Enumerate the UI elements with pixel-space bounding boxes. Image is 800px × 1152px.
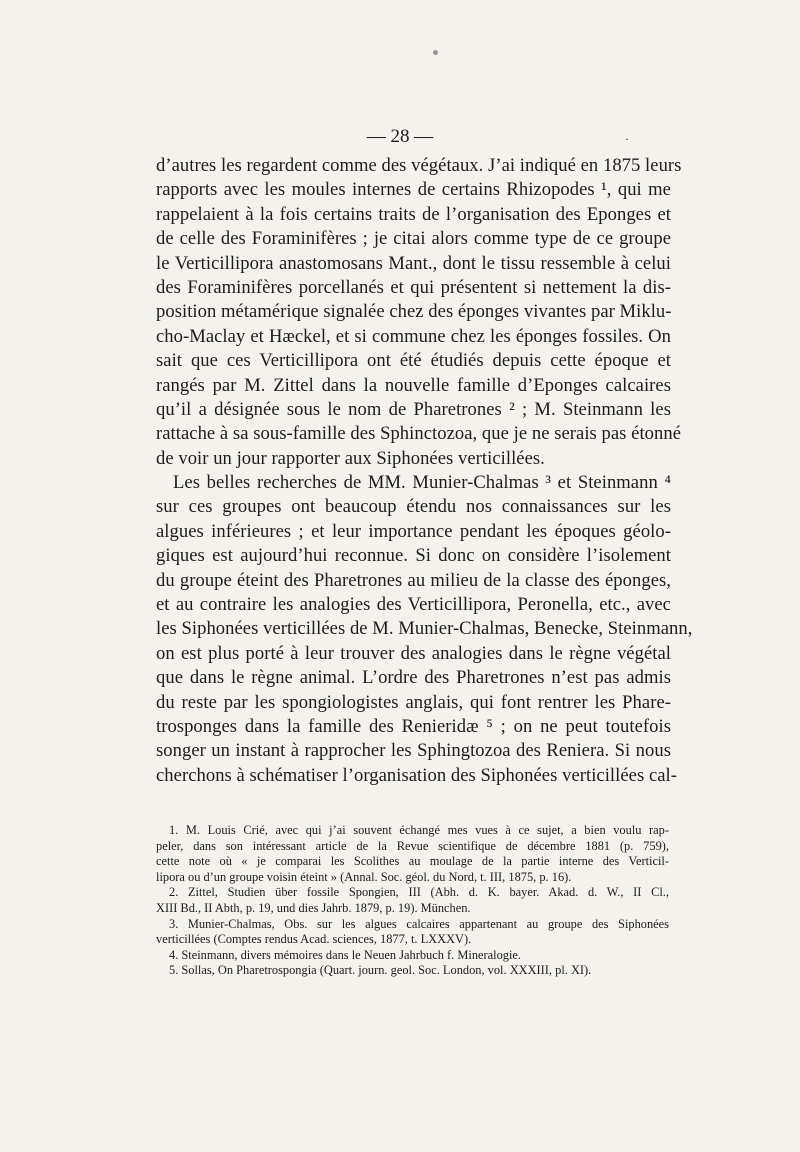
body-line: cherchons à schématiser l’organisation des Siphonées verticillées cal- xyxy=(156,764,678,786)
body-text xyxy=(156,154,693,788)
body-line: de celle des Foraminifères ; je citai alors comme type de ce groupe xyxy=(156,228,671,250)
footnote-line: 1. M. Louis Crié, avec qui j’ai souvent échangé mes vues à ce sujet, a bien voulu rap- xyxy=(169,823,669,837)
page-number-text: — 28 — xyxy=(366,126,434,147)
footnote-line: 4. Steinmann, divers mémoires dans le Neuen Jahrbuch f. Mineralogie. xyxy=(169,947,522,962)
body-line: Les belles recherches de MM. Munier-Chalmas ³ et Steinmann ⁴ xyxy=(173,472,671,494)
body-line: les Siphonées verticillées de M. Munier-Chalmas, Benecke, Steinmann, xyxy=(156,618,693,640)
body-line: songer un instant à rapprocher les Sphingtozoa des Reniera. Si nous xyxy=(156,740,671,762)
footnote-line: 2. Zittel, Studien über fossile Spongien, III (Abh. d. K. bayer. Akad. d. W., II Cl., xyxy=(169,885,669,900)
body-line: rapports avec les moules internes de certains Rhizopodes ¹, qui me xyxy=(156,179,671,201)
body-line: position métamérique signalée chez des éponges vivantes par Miklu- xyxy=(156,301,672,323)
body-line: d’autres les regardent comme des végétaux. J’ai indiqué en 1875 leurs xyxy=(156,155,682,176)
footnote-line: cette note où « je comparai les Scolithes au moulage de la partie interne des Verticil- xyxy=(156,854,669,869)
footnote-line: 3. Munier-Chalmas, Obs. sur les algues calcaires appartenant au groupe des Siphonées xyxy=(169,916,669,931)
body-line: des Foraminifères porcellanés et qui présentent si nettement la dis- xyxy=(156,276,671,298)
body-line: du reste par les spongiologistes anglais, qui font rentrer les Phare- xyxy=(156,691,671,713)
body-line: de voir un jour rapporter aux Siphonées verticillées. xyxy=(156,447,545,469)
body-line: algues inférieures ; et leur importance pendant les époques géolo- xyxy=(156,520,671,542)
body-line: sur ces groupes ont beaucoup étendu nos connaissances sur les xyxy=(156,496,671,518)
footnote-line: verticillées (Comptes rendus Acad. sciences, 1877, t. LXXXV). xyxy=(156,932,472,947)
body-line: trosponges dans la famille des Renieridæ ⁵ ; on ne peut toutefois xyxy=(156,715,671,737)
footnote-line: peler, dans son intéressant article de la Revue scientifique de décembre 1881 (p. 759), xyxy=(156,838,669,853)
body-line: on est plus porté à leur trouver des analogies dans le règne végétal xyxy=(156,642,671,664)
body-line: le Verticillipora anastomosans Mant., dont le tissu ressemble à celui xyxy=(156,252,671,274)
body-line: du groupe éteint des Pharetrones au milieu de la classe des éponges, xyxy=(156,569,671,591)
body-line: cho-Maclay et Hæckel, et si commune chez les éponges fossiles. On xyxy=(156,325,671,347)
margin-dot: · xyxy=(625,132,629,146)
body-line: rappelaient à la fois certains traits de l’organisation des Eponges et xyxy=(156,203,671,225)
footnote-line: lipora ou d’un groupe voisin éteint » (Annal. Soc. géol. du Nord, t. III, 1875, p. 16). xyxy=(156,869,572,884)
body-line: qu’il a désignée sous le nom de Pharetrones ² ; M. Steinmann les xyxy=(156,398,671,420)
page-speck xyxy=(433,50,438,55)
body-line: giques est aujourd’hui reconnue. Si donc on considère l’isolement xyxy=(156,545,671,567)
body-line: et au contraire les analogies des Verticillipora, Peronella, etc., avec xyxy=(156,594,671,616)
body-line: sait que ces Verticillipora ont été étudiés depuis cette époque et xyxy=(156,350,671,372)
footnote-line: XIII Bd., II Abth, p. 19, und dies Jahrb. 1879, p. 19). München. xyxy=(156,900,471,915)
page-number xyxy=(0,126,800,148)
footnotes xyxy=(156,823,669,979)
body-line: que dans le règne animal. L’ordre des Pharetrones n’est pas admis xyxy=(156,667,671,689)
body-line: rattache à sa sous-famille des Sphinctozoa, que je ne serais pas étonné xyxy=(156,423,682,445)
footnote-line: 5. Sollas, On Pharetrospongia (Quart. journ. geol. Soc. London, vol. XXXIII, pl. XI). xyxy=(169,963,592,978)
body-line: rangés par M. Zittel dans la nouvelle famille d’Eponges calcaires xyxy=(156,374,671,396)
